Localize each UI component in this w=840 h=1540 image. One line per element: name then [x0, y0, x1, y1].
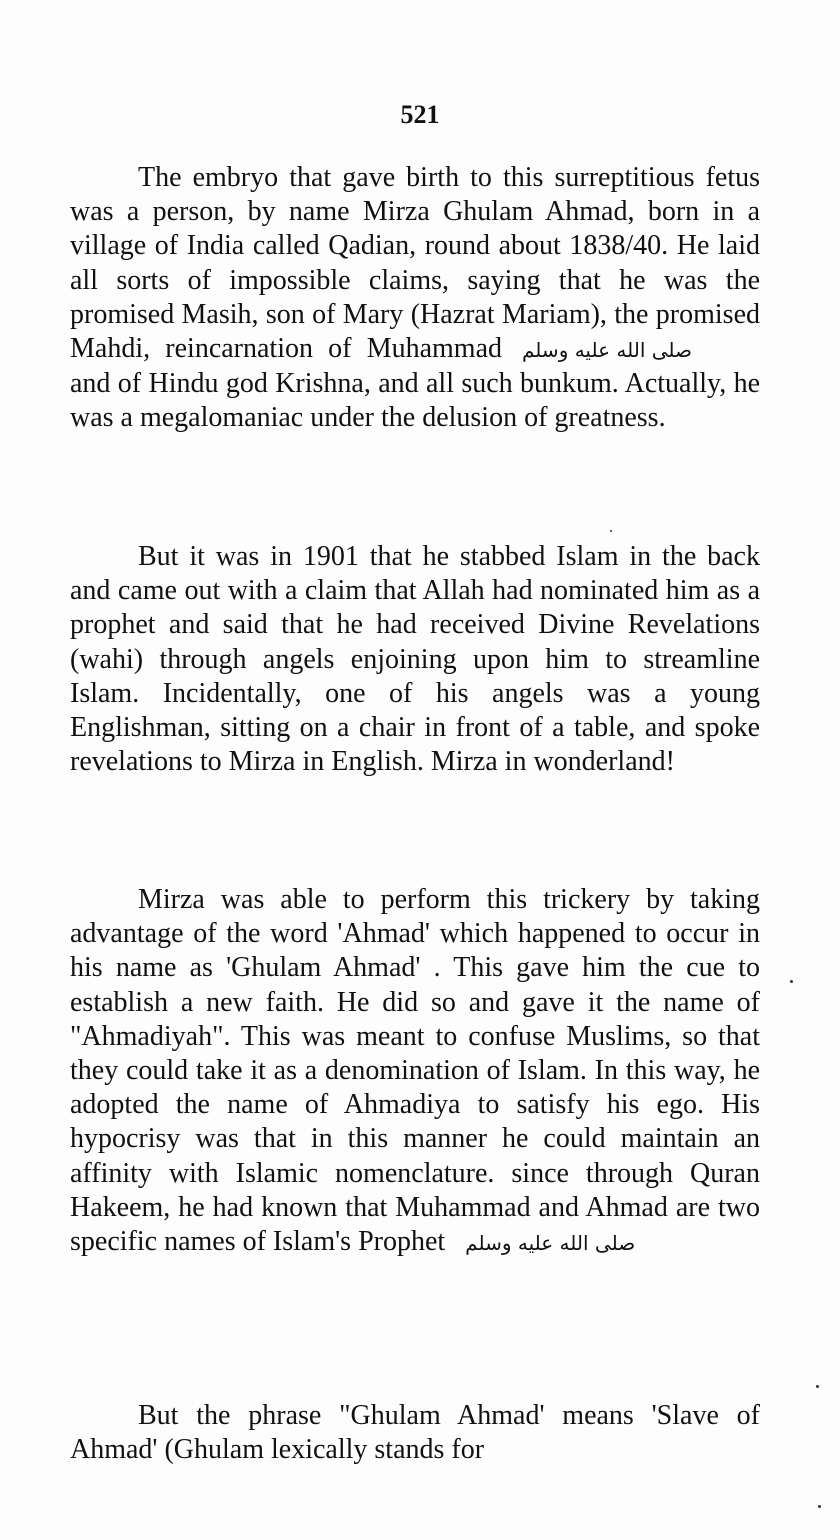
paragraph-4-text: But the phrase "Ghulam Ahmad' means 'Slave of Ahmad' (Ghulam lexically stands for	[70, 1400, 760, 1466]
scan-speck	[610, 530, 612, 532]
paragraph-1-arabic-salutation: صلى الله عليه وسلم	[522, 338, 692, 363]
paragraph-4	[70, 1399, 760, 1467]
paragraph-1-text-before: The embryo that gave birth to this surreptitious fetus was a person, by name Mirza Ghulam Ahmad, born in a village of India called Qadian, round about 1838/40. He laid all sorts of impossible claims, saying that he was the promised Masih, son of Mary (Hazrat Mariam), the promised Mahdi, reincarnation of Muhammad	[70, 162, 760, 365]
paragraph-3-arabic-salutation: صلى الله عليه وسلم	[465, 1231, 636, 1256]
paragraph-2-text: But it was in 1901 that he stabbed Islam in the back and came out with a claim that Allah had nominated him as a prophet and said that he had received Divine Revelations (wahi) through angels enjoining upon him to streamline Islam. Incidentally, one of his angels was a young Englishman, sitting on a chair in front of a table, and spoke revelations to Mirza in English. Mirza in wonderland!	[70, 541, 760, 778]
paragraph-2	[70, 540, 760, 779]
scan-speck	[790, 980, 793, 983]
paragraph-3-text-before: Mirza was able to perform this trickery by taking advantage of the word 'Ahmad' which happened to occur in his name as 'Ghulam Ahmad' . This gave him the cue to establish a new faith. He did so and gave it the name of "Ahmadiyah". This was meant to confuse Muslims, so that they could take it as a denomination of Islam. In this way, he adopted the name of Ahmadiya to satisfy his ego. His hypocrisy was that in this manner he could maintain an affinity with Islamic nomenclature. since through Quran Hakeem, he had known that Muhammad and Ahmad are two specific names of Islam's Prophet	[70, 884, 760, 1258]
page-number: 521	[400, 100, 440, 129]
paragraph-3	[70, 883, 760, 1260]
scan-speck	[818, 1505, 821, 1508]
scan-speck	[816, 1385, 819, 1388]
paragraph-1	[70, 161, 760, 436]
paragraph-1-text-after: and of Hindu god Krishna, and all such bunkum. Actually, he was a megalomaniac under the delusion of greatness.	[70, 368, 760, 434]
